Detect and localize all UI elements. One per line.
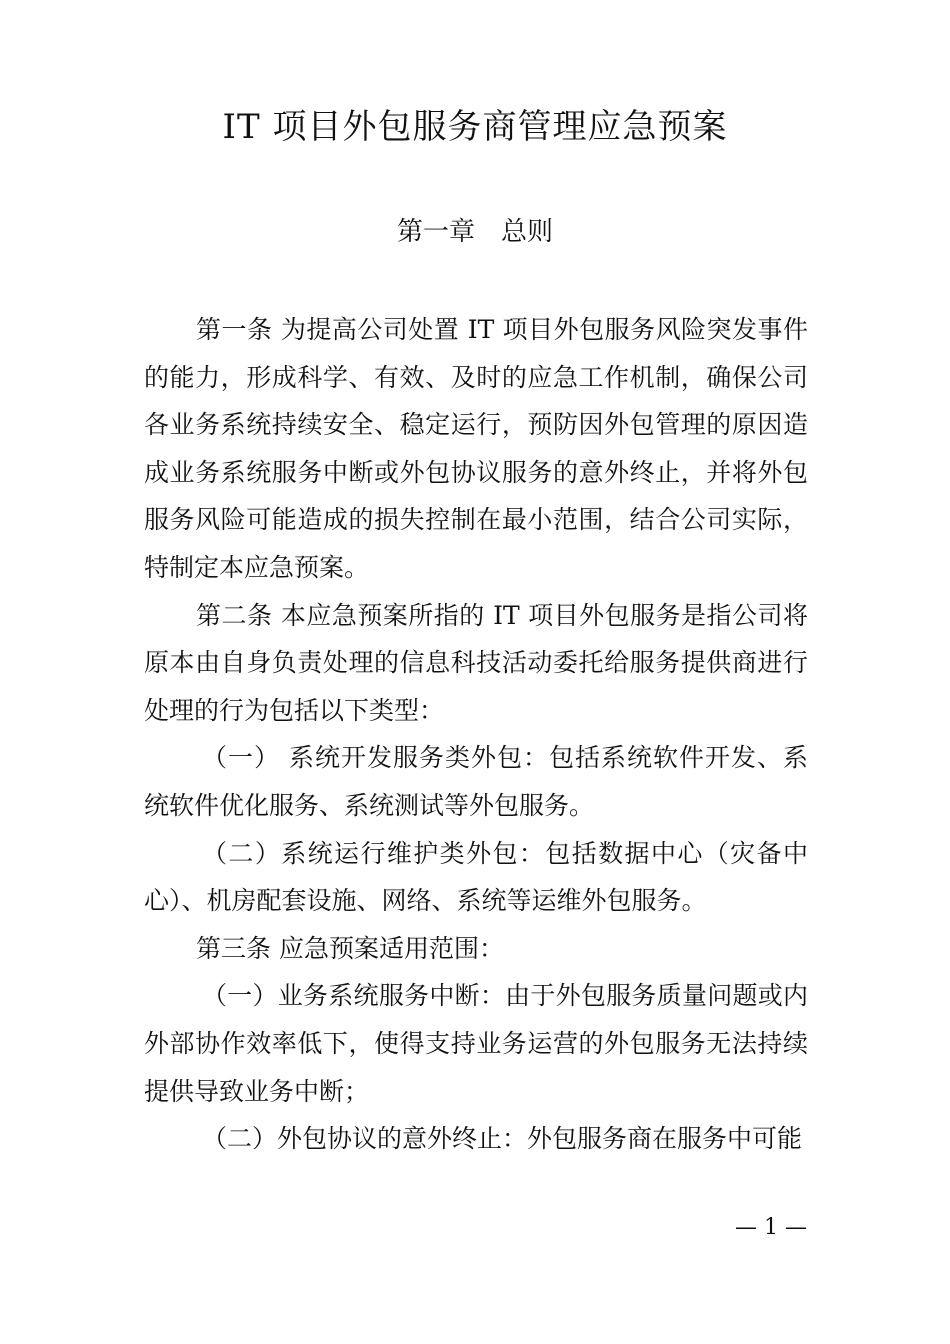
article-3-item-2: （二）外包协议的意外终止：外包服务商在服务中可能	[202, 1124, 803, 1154]
article-3-item-1: （一）业务系统服务中断：由于外包服务质量问题或内外部协作效率低下，使得支持业务运营的外包服务无法持续提供导致业务中断；	[144, 981, 808, 1106]
article-2-item-1: （一） 系统开发服务类外包：包括系统软件开发、系统软件优化服务、系统测试等外包服务。	[144, 743, 808, 820]
document-title: IT 项目外包服务商管理应急预案	[222, 107, 728, 147]
chapter-title: 第一章 总则	[396, 217, 553, 247]
article-2-item-2: （二）系统运行维护类外包：包括数据中心（灾备中心）、机房配套设施、网络、系统等运维外包服务。	[144, 838, 808, 916]
article-2-paragraph: 第二条 本应急预案所指的 IT 项目外包服务是指公司将原本由自身负责处理的信息科技活动委托给服务提供商进行处理的行为包括以下类型：	[144, 600, 808, 725]
article-1-paragraph: 第一条 为提高公司处置 IT 项目外包服务风险突发事件的能力，形成科学、有效、及时的应急工作机制，确保公司各业务系统持续安全、稳定运行，预防因外包管理的原因造成业务系统服务中断或外包协议服务的意外终止，并将外包服务风险可能造成的损失控制在最小范围，结合公司实际，特制定本应急预案。	[144, 315, 808, 582]
page-number: — 1 —	[735, 1215, 807, 1240]
document-body	[144, 306, 808, 1163]
article-3-paragraph: 第三条 应急预案适用范围：	[196, 933, 504, 963]
